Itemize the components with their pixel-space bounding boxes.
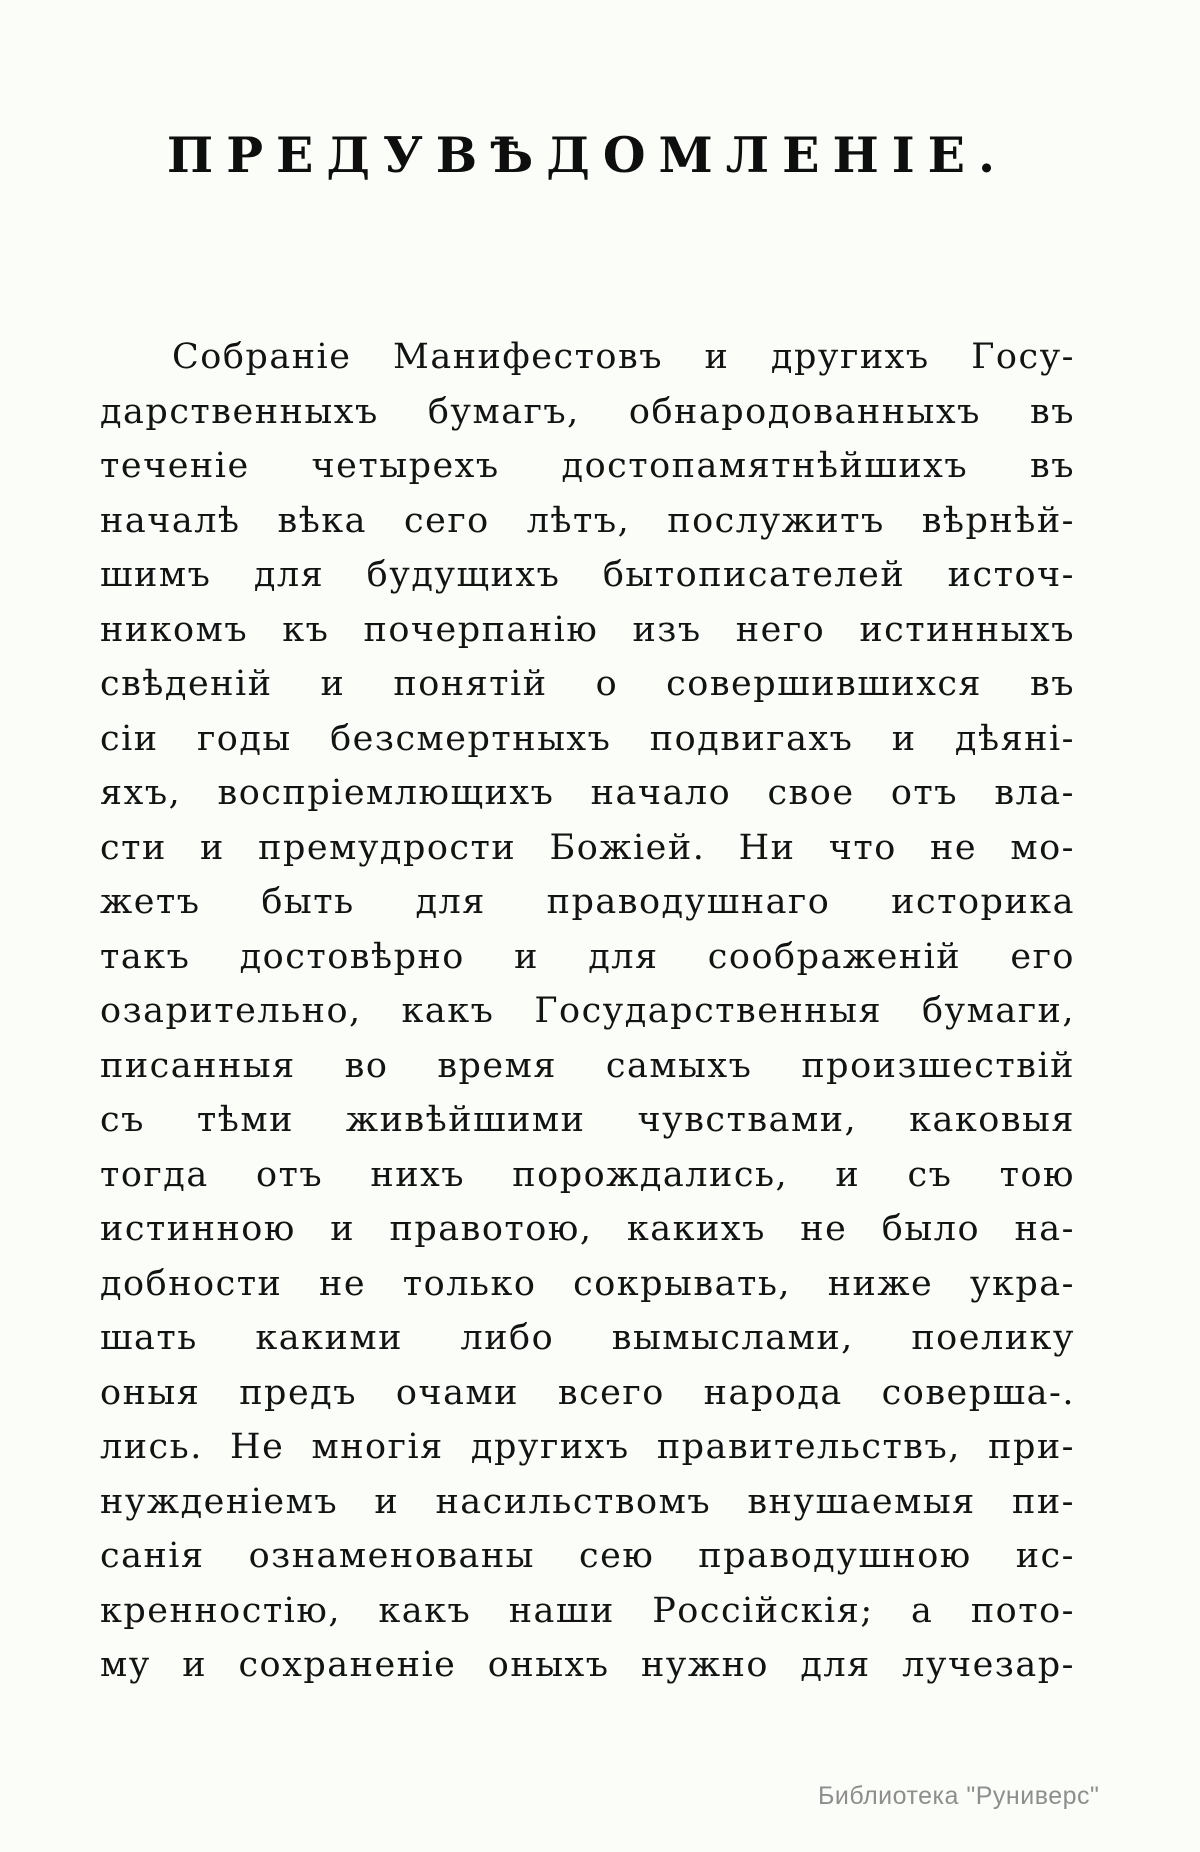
text-line: такъ достовѣрно и для соображеній его xyxy=(100,936,1075,977)
text-line: добности не только сокрывать, ниже укра- xyxy=(100,1263,1075,1304)
library-watermark: Библиотека "Руниверс" xyxy=(818,1782,1100,1810)
text-line: нужденіемъ и насильствомъ внушаемыя пи- xyxy=(100,1481,1075,1522)
text-line: началѣ вѣка сего лѣтъ, послужитъ вѣрнѣй- xyxy=(100,500,1075,541)
text-line: сти и премудрости Божіей. Ни что не мо- xyxy=(100,827,1075,868)
text-line: кренностію, какъ наши Россійскія; а пото- xyxy=(100,1590,1075,1631)
page-title: ПРЕДУВѢДОМЛЕНІЕ. xyxy=(166,126,1009,184)
text-line: санія ознаменованы сею праводушною ис- xyxy=(100,1536,1075,1576)
text-line: Собраніе Манифестовъ и другихъ Госу- xyxy=(172,337,1075,377)
paragraph xyxy=(100,330,1075,1693)
text-line: сіи годы безсмертныхъ подвигахъ и дѣяні- xyxy=(100,718,1075,759)
text-line: му и сохраненіе оныхъ нужно для лучезар- xyxy=(100,1645,1075,1685)
text-line: озарительно, какъ Государственныя бумаги, xyxy=(100,991,1075,1031)
text-line: лись. Не многія другихъ правительствъ, при- xyxy=(100,1427,1075,1467)
text-line: никомъ къ почерпанію изъ него истинныхъ xyxy=(100,609,1075,650)
text-line: писанныя во время самыхъ произшествій xyxy=(100,1045,1075,1086)
text-line: шимъ для будущихъ бытописателей источ- xyxy=(100,555,1075,595)
text-line: оныя предъ очами всего народа соверша-. xyxy=(100,1372,1075,1413)
text-line: свѣденій и понятій о совершившихся въ xyxy=(100,664,1075,704)
text-line: теченіе четырехъ достопамятнѣйшихъ въ xyxy=(100,446,1075,486)
text-line: съ тѣми живѣйшими чувствами, каковыя xyxy=(100,1100,1075,1140)
text-line: тогда отъ нихъ порождались, и съ тою xyxy=(100,1154,1075,1195)
text-line: дарственныхъ бумагъ, обнародованныхъ въ xyxy=(100,391,1075,432)
text-line: жетъ быть для праводушнаго историка xyxy=(100,882,1075,922)
text-line: шать какими либо вымыслами, поелику xyxy=(100,1318,1075,1358)
text-line: яхъ, воспріемлющихъ начало свое отъ вла- xyxy=(100,773,1075,813)
text-line: истинною и правотою, какихъ не было на- xyxy=(100,1209,1075,1249)
